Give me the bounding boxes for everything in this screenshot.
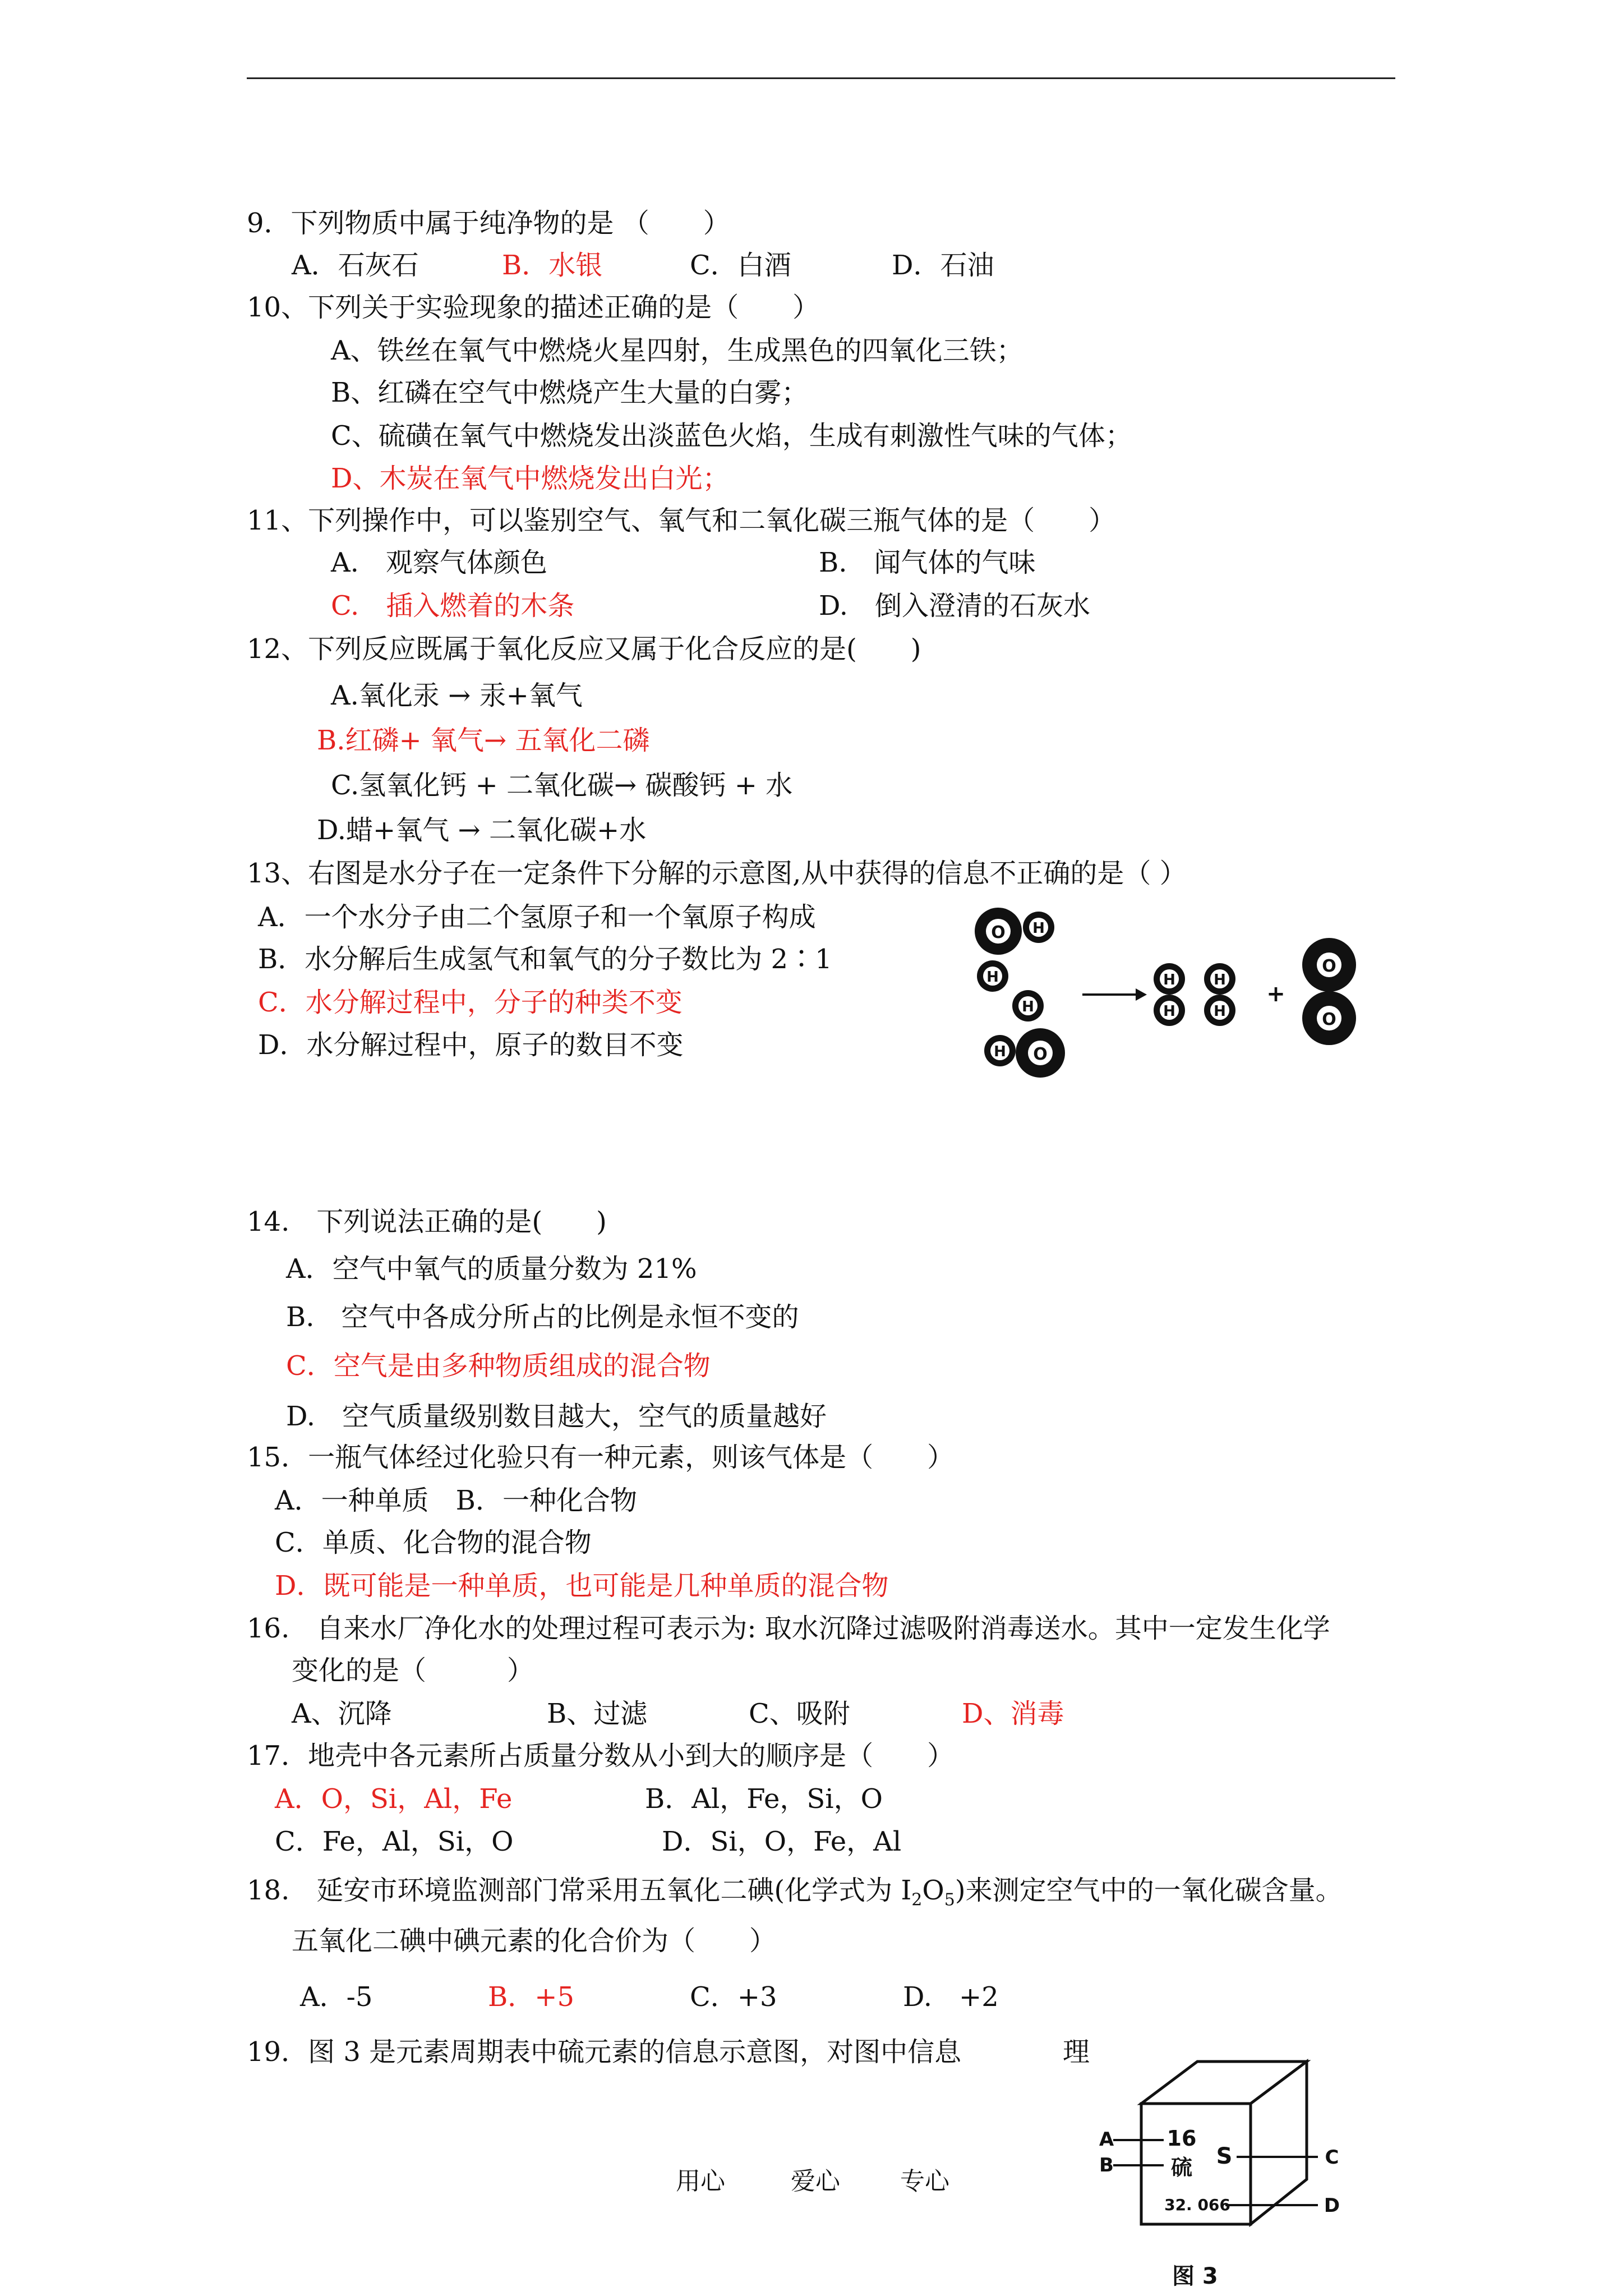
sulfur-element-figure: [1096, 2056, 1377, 2247]
q13-option-b: B．水分解后生成氢气和氧气的分子数比为 2∶1: [258, 944, 832, 975]
q9-option-d: D．石油: [892, 250, 994, 281]
q14-stem: 14. 下列说法正确的是( ): [247, 1206, 607, 1237]
q13-option-c: C．水分解过程中，分子的种类不变: [258, 987, 683, 1018]
q19-stem: 19．图 3 是元素周期表中硫元素的信息示意图，对图中信息: [247, 2036, 962, 2068]
q16-stem-line-1: 16. 自来水厂净化水的处理过程可表示为: 取水沉降过滤吸附消毒送水。其中一定发生化学: [247, 1613, 1330, 1644]
arrow-icon: [1136, 988, 1147, 1001]
water-decomposition-diagram: [962, 900, 1377, 1080]
q13-option-a: A．一个水分子由二个氢原子和一个氧原子构成: [258, 901, 816, 933]
q14-option-d: D. 空气质量级别数目越大，空气的质量越好: [286, 1401, 827, 1432]
diagram-plus: +: [1266, 981, 1285, 1007]
diagram-h-5: H: [1163, 972, 1175, 988]
q10-option-a: A、铁丝在氧气中燃烧火星四射，生成黑色的四氧化三铁；: [331, 335, 1023, 366]
diagram-o-1: O: [991, 923, 1006, 942]
pointer-label-a: A: [1099, 2128, 1114, 2151]
q11-stem: 11、下列操作中，可以鉴别空气、氧气和二氧化碳三瓶气体的是（ ）: [247, 505, 1116, 536]
q10-option-d: D、木炭在氧气中燃烧发出白光；: [331, 463, 730, 494]
q11-option-c: C. 插入燃着的木条: [331, 590, 575, 622]
q13-stem: 13、右图是水分子在一定条件下分解的示意图,从中获得的信息不正确的是（ ）: [247, 858, 1187, 889]
figure-caption: 图 3: [1172, 2263, 1218, 2289]
diagram-h-2: H: [986, 969, 999, 986]
pointer-label-b: B: [1099, 2154, 1114, 2177]
q12-option-c: C.氢氧化钙 + 二氧化碳→ 碳酸钙 + 水: [331, 770, 793, 801]
diagram-o-2: O: [1033, 1045, 1048, 1064]
q12-option-b: B.红磷+ 氧气→ 五氧化二磷: [317, 725, 650, 756]
footer-word-3: 专心: [900, 2167, 949, 2196]
q17-option-a: A．O，Si，Al，Fe: [275, 1783, 513, 1815]
q15-option-ab: A．一种单质 B．一种化合物: [275, 1485, 637, 1516]
q12-option-a: A.氧化汞 → 汞+氧气: [331, 680, 583, 711]
q16-option-c: C、吸附: [749, 1698, 850, 1729]
q11-option-a: A. 观察气体颜色: [331, 547, 547, 578]
q12-stem: 12、下列反应既属于氧化反应又属于化合反应的是( ): [247, 633, 921, 665]
diagram-o-3: O: [1322, 956, 1336, 976]
footer-word-1: 用心: [676, 2167, 725, 2196]
q18-stem-pre: 18. 延安市环境监测部门常采用五氧化二碘(化学式为 I: [247, 1875, 912, 1906]
element-number: 16: [1166, 2126, 1197, 2151]
q16-option-a: A、沉降: [292, 1698, 392, 1729]
q17-option-b: B．Al，Fe，Si，O: [645, 1783, 883, 1815]
q18-formula-sub-1: 2: [911, 1890, 923, 1910]
diagram-h-6: H: [1163, 1003, 1175, 1020]
q17-stem: 17．地壳中各元素所占质量分数从小到大的顺序是（ ）: [247, 1740, 955, 1772]
element-symbol: S: [1216, 2143, 1233, 2169]
diagram-h-8: H: [1214, 1003, 1226, 1020]
q12-option-d: D.蜡+氧气 → 二氧化碳+水: [317, 815, 647, 846]
q15-option-c: C．单质、化合物的混合物: [275, 1527, 592, 1558]
element-name: 硫: [1170, 2155, 1193, 2180]
q18-formula-sub-2: 5: [944, 1890, 955, 1910]
q17-option-c: C．Fe，Al，Si，O: [275, 1826, 514, 1857]
q17-option-d: D．Si，O，Fe，Al: [662, 1826, 902, 1857]
diagram-h-3: H: [1022, 999, 1034, 1015]
q19-stem-tail: 理: [1063, 2036, 1090, 2068]
q18-formula-o: O: [922, 1875, 944, 1906]
q18-stem-line-2: 五氧化二碘中碘元素的化合价为（ ）: [292, 1925, 777, 1957]
q10-option-c: C、硫磺在氧气中燃烧发出淡蓝色火焰，生成有刺激性气味的气体；: [331, 420, 1132, 452]
q9-option-b: B．水银: [502, 250, 603, 281]
q15-option-d: D．既可能是一种单质，也可能是几种单质的混合物: [275, 1570, 889, 1602]
diagram-o-4: O: [1322, 1010, 1336, 1029]
diagram-h-7: H: [1214, 972, 1226, 988]
footer-word-2: 爱心: [791, 2167, 840, 2196]
element-mass: 32. 066: [1164, 2196, 1230, 2214]
q14-option-a: A．空气中氧气的质量分数为 21%: [286, 1253, 697, 1285]
q9-stem: 9．下列物质中属于纯净物的是 （ ）: [247, 208, 730, 239]
q18-stem-line-1: [247, 1874, 1343, 1917]
q18-option-b: B．+5: [488, 1981, 575, 2013]
q11-option-b: B. 闻气体的气味: [819, 547, 1036, 578]
q14-option-c: C．空气是由多种物质组成的混合物: [286, 1350, 711, 1382]
q9-option-c: C．白酒: [690, 250, 791, 281]
q14-option-b: B. 空气中各成分所占的比例是永恒不变的: [286, 1301, 799, 1333]
q16-option-b: B、过滤: [547, 1698, 648, 1729]
q10-option-b: B、红磷在空气中燃烧产生大量的白雾；: [331, 377, 809, 408]
q18-option-a: A．-5: [300, 1981, 373, 2013]
diagram-h-4: H: [994, 1043, 1006, 1060]
q13-option-d: D．水分解过程中，原子的数目不变: [258, 1029, 684, 1061]
pointer-label-c: C: [1325, 2146, 1339, 2169]
q10-stem: 10、下列关于实验现象的描述正确的是（ ）: [247, 292, 820, 323]
q18-option-c: C．+3: [690, 1981, 777, 2013]
q11-option-d: D. 倒入澄清的石灰水: [819, 590, 1091, 622]
header-rule: [247, 77, 1395, 79]
pointer-label-d: D: [1324, 2194, 1340, 2217]
q18-option-d: D. +2: [903, 1981, 999, 2013]
q9-option-a: A．石灰石: [292, 250, 419, 281]
q16-stem-line-2: 变化的是（ ）: [292, 1655, 534, 1686]
q16-option-d: D、消毒: [962, 1698, 1064, 1729]
q15-stem: 15．一瓶气体经过化验只有一种元素，则该气体是（ ）: [247, 1442, 955, 1473]
q18-stem-post: )来测定空气中的一氧化碳含量。: [955, 1875, 1343, 1906]
diagram-h-1: H: [1032, 920, 1045, 937]
